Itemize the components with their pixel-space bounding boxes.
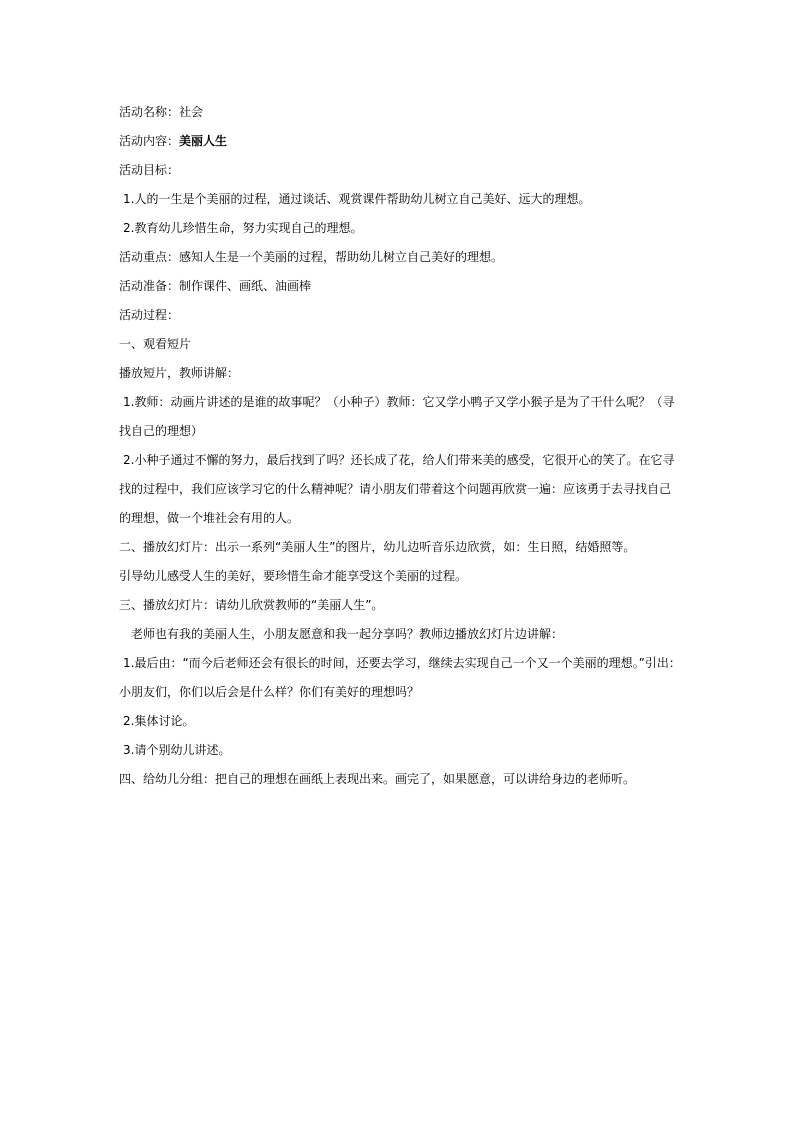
section-1-item-2-line-1: 2.小种子通过不懈的努力，最后找到了吗？还长成了花，给人们带来美的感受，它很开心的笑了。在它寻: [123, 453, 675, 467]
section-3-intro: 老师也有我的美丽人生，小朋友愿意和我一起分享吗？教师边播放幻灯片边讲解：: [131, 627, 564, 641]
process-label: 活动过程：: [119, 308, 180, 322]
activity-name-label: 活动名称：: [119, 105, 180, 119]
section-1-title: 一、观看短片: [119, 337, 192, 351]
section-3-item-3: 3.请个别幼儿讲述。: [123, 743, 231, 757]
activity-goals-label: 活动目标：: [119, 163, 180, 177]
activity-content-line: [119, 127, 679, 156]
section-3-item-1-line-1: 1.最后由：“而今后老师还会有很长的时间，还要去学习，继续去实现自己一个又一个美丽的理想。”引出：: [123, 656, 681, 670]
section-2-title: 二、播放幻灯片：出示一系列“美丽人生”的图片，幼儿边听音乐边欣赏，如：生日照，结婚照等。: [119, 540, 636, 554]
section-1-item-2-line-3: 的理想，做一个堆社会有用的人。: [119, 511, 300, 525]
preparation: 活动准备：制作课件、画纸、油画棒: [119, 279, 312, 293]
activity-content-label: 活动内容：: [119, 134, 180, 148]
activity-name-value: 社会: [179, 105, 204, 119]
goal-item-2: 2.教育幼儿珍惜生命，努力实现自己的理想。: [123, 221, 363, 235]
section-1-intro: 播放短片，教师讲解：: [119, 366, 240, 380]
section-1-item-1-line-2: 找自己的理想）: [119, 424, 204, 438]
key-point: 活动重点：感知人生是一个美丽的过程，帮助幼儿树立自己美好的理想。: [119, 250, 504, 264]
section-1-item-2-line-2: 找的过程中，我们应该学习它的什么精神呢？请小朋友们带着这个问题再欣赏一遍：应该勇于去寻找自己: [119, 482, 672, 496]
section-3-item-1-line-2: 小朋友们，你们以后会是什么样？你们有美好的理想吗？: [119, 685, 420, 699]
section-2-text: 引导幼儿感受人生的美好，要珍惜生命才能享受这个美丽的过程。: [119, 569, 468, 583]
activity-name-line: [119, 98, 679, 127]
section-3-title: 三、播放幻灯片：请幼儿欣赏教师的“美丽人生”。: [119, 598, 384, 612]
goal-item-1: 1.人的一生是个美丽的过程，通过谈话、观赏课件帮助幼儿树立自己美好、远大的理想。: [123, 192, 591, 206]
activity-content-value: 美丽人生: [179, 134, 228, 148]
section-1-item-1-line-1: 1.教师：动画片讲述的是谁的故事呢？（小种子）教师：它又学小鸭子又学小猴子是为了干什么呢？（寻: [123, 395, 675, 409]
document-body: [119, 98, 679, 794]
section-4-title: 四、给幼儿分组：把自己的理想在画纸上表现出来。画完了，如果愿意，可以讲给身边的老师听。: [119, 772, 636, 786]
section-3-item-2: 2.集体讨论。: [123, 714, 195, 728]
